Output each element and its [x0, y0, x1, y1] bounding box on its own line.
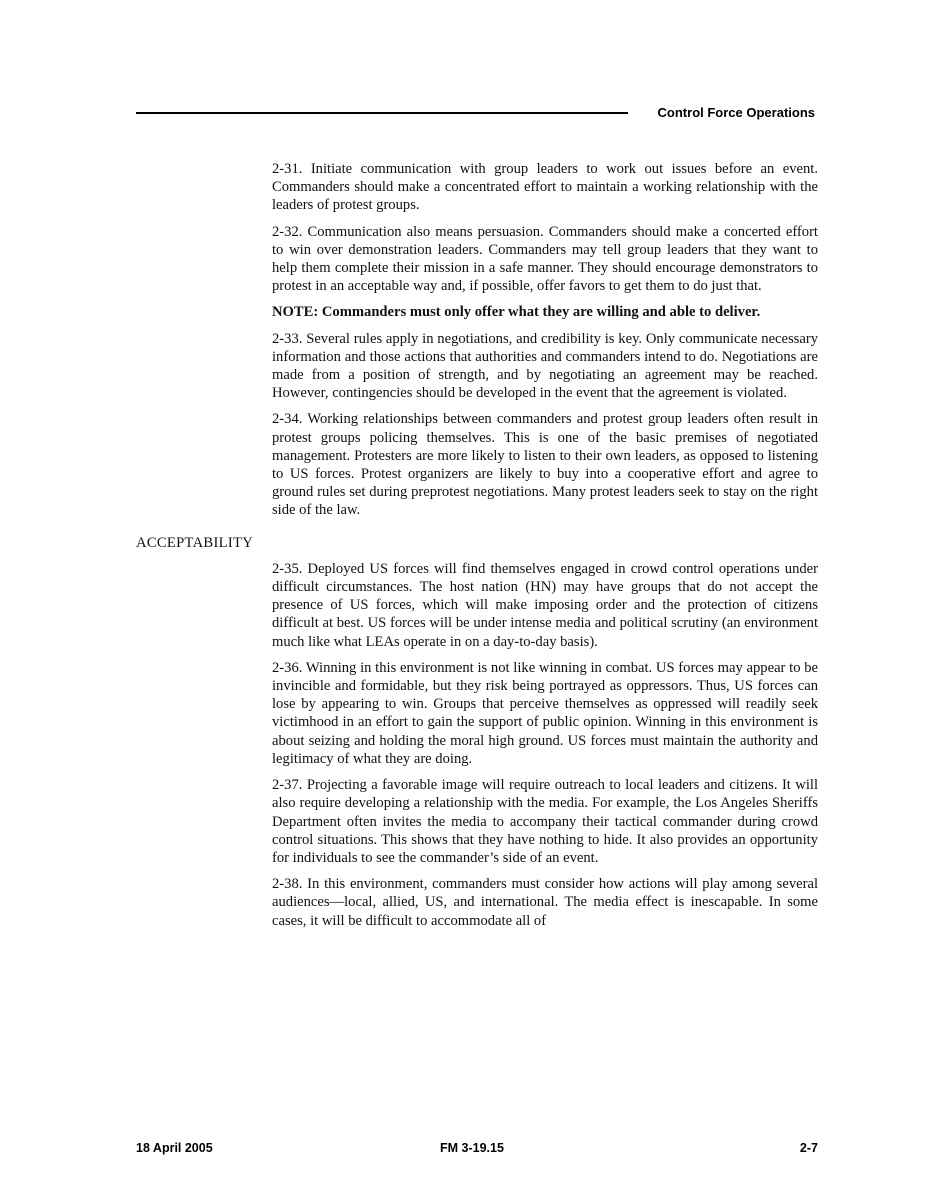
running-header-title: Control Force Operations: [657, 105, 815, 120]
paragraph-2-38: 2-38. In this environment, commanders must consider how actions will play among several audiences—local, allied, US, and international. The media effect is inescapable. In some cases, it will be difficult to accommodate all of: [272, 876, 818, 929]
note-paragraph: NOTE: Commanders must only offer what they are willing and able to deliver.: [272, 304, 761, 321]
section-heading-acceptability: ACCEPTABILITY: [136, 534, 254, 551]
footer-page-number: 2-7: [799, 1141, 818, 1155]
paragraph-2-32: 2-32. Communication also means persuasion. Commanders should make a concerted effort to win over demonstration leaders. Commanders may tell group leaders that they want to help them complete their mission in a safe manner. They should encourage demonstrators to protest in an acceptable way and, if possible, offer favors to get them to do just that.: [272, 223, 818, 295]
header-rule: [136, 112, 628, 114]
paragraph-2-37: 2-37. Projecting a favorable image will require outreach to local leaders and citizens. It will also require developing a relationship with the media. For example, the Los Angeles Sheriffs Department often invites the media to accompany their tactical commander during crowd control situations. This shows that they have nothing to hide. It also provides an opportunity for individuals to see the commander’s side of an event.: [272, 777, 818, 866]
footer-doc-id: FM 3-19.15: [440, 1141, 504, 1155]
footer-date: 18 April 2005: [136, 1141, 213, 1155]
body-text: [136, 160, 818, 938]
paragraph-2-33: 2-33. Several rules apply in negotiations, and credibility is key. Only communicate necessary information and those actions that authorities and commanders intend to do. Negotiations are made from a position of strength, and by negotiating an agreement may be reached. However, contingencies should be developed in the event that the agreement is violated.: [272, 330, 818, 402]
paragraph-2-36: 2-36. Winning in this environment is not like winning in combat. US forces may appear to be invincible and formidable, but they risk being portrayed as oppressors. Thus, US forces can lose by appearing to win. Groups that perceive themselves as oppressed will readily seek victimhood in an effort to gain the support of public opinion. Winning in this environment is about seizing and holding the moral high ground. US forces must maintain the authority and legitimacy of what they are doing.: [272, 659, 818, 767]
paragraph-2-34: 2-34. Working relationships between commanders and protest group leaders often result in protest groups policing themselves. This is one of the basic premises of negotiated management. Protesters are more likely to listen to their own leaders, as opposed to listening to US forces. Protest organizers are likely to buy into a cooperative effort and agree to ground rules set during preprotest negotiations. Many protest leaders seek to stay on the right side of the law.: [272, 411, 818, 519]
paragraph-2-35: 2-35. Deployed US forces will find themselves engaged in crowd control operations under difficult circumstances. The host nation (HN) may have groups that do not accept the presence of US forces, which will make imposing order and the protection of citizens difficult at best. US forces will be under intense media and political scrutiny (an environment much like what LEAs operate in on a day-to-day basis).: [272, 560, 818, 650]
paragraph-2-31: 2-31. Initiate communication with group leaders to work out issues before an event. Commanders should make a concentrated effort to maintain a working relationship with the leaders of protest groups.: [272, 161, 818, 214]
